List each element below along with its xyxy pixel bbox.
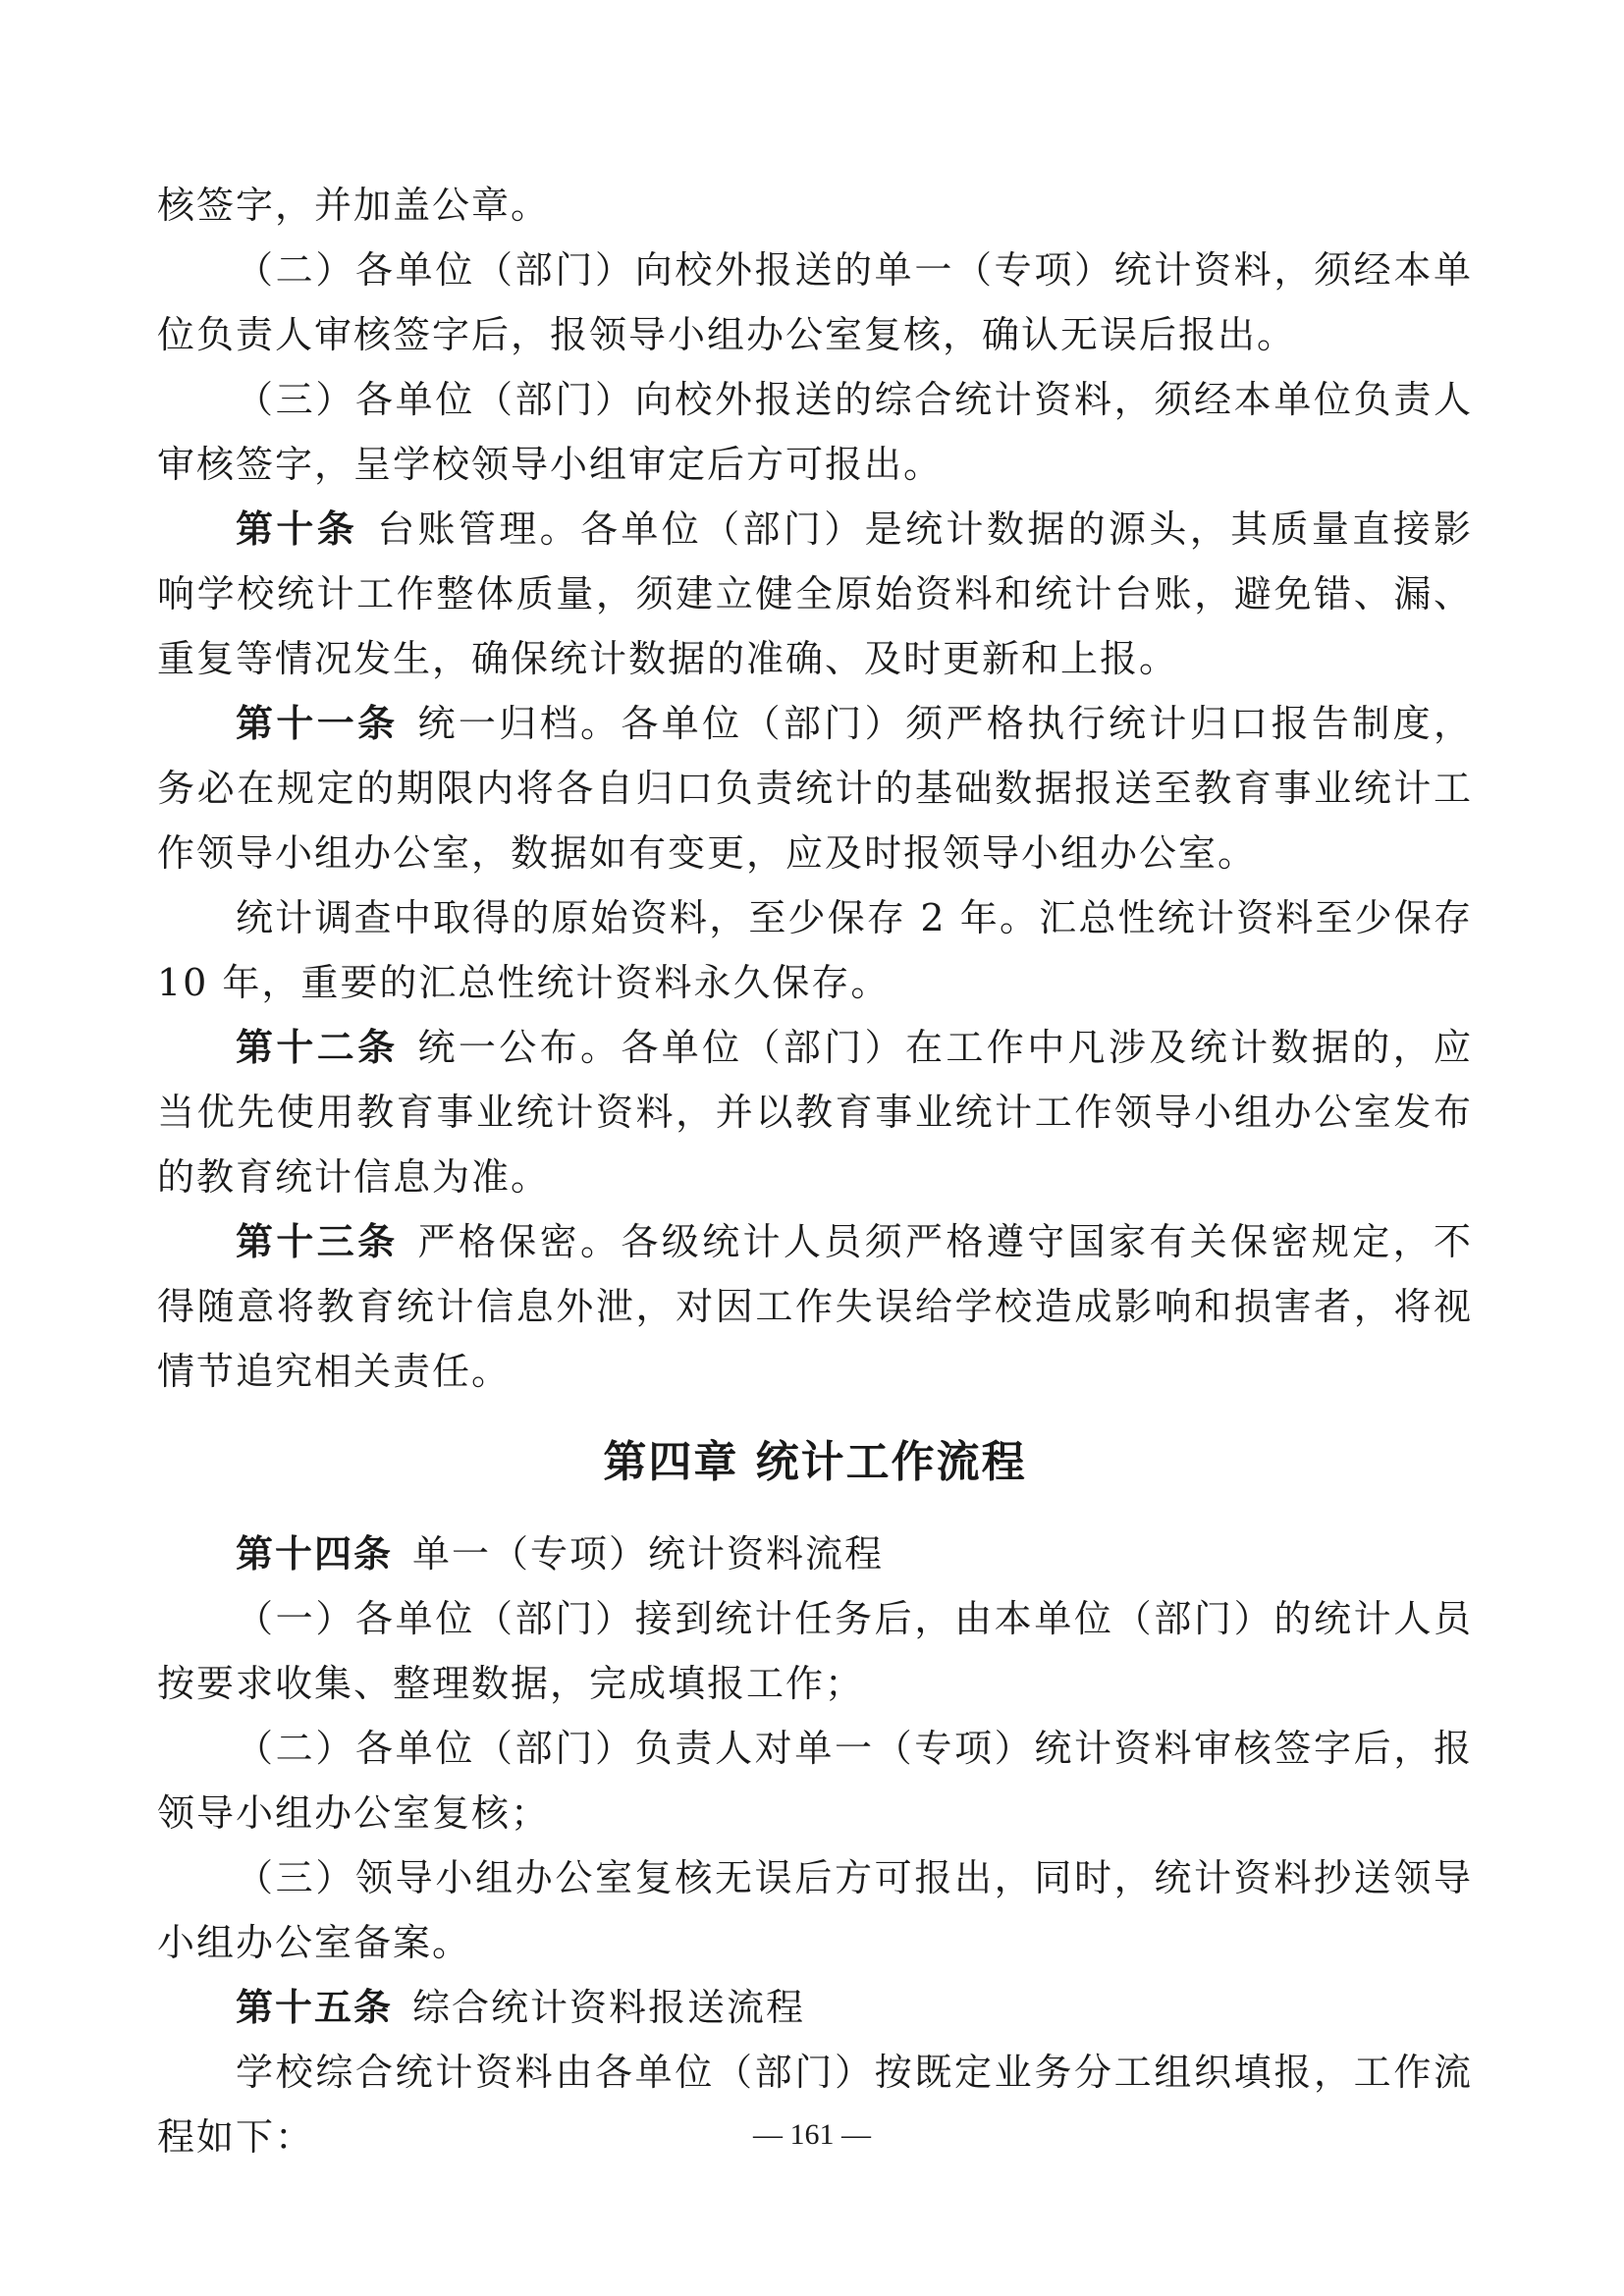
- article-number: 第十三条: [236, 1220, 399, 1263]
- article-15-paragraph: [157, 1975, 1473, 2040]
- paragraph-text: （一）各单位（部门）接到统计任务后，由本单位（部门）的统计人员按要求收集、整理数据，完成填报工作；: [157, 1597, 1473, 1705]
- clause-2-paragraph: [157, 238, 1473, 367]
- page-body: [157, 173, 1473, 2169]
- article-number: 第十一条: [236, 702, 399, 745]
- article-number: 第十五条: [236, 1986, 394, 2029]
- page-number: — 161 —: [753, 2118, 871, 2151]
- paragraph-text: （三）各单位（部门）向校外报送的综合统计资料，须经本单位负责人审核签字，呈学校领导小组审定后方可报出。: [157, 378, 1473, 486]
- article-12-paragraph: [157, 1015, 1473, 1209]
- article-number: 第十条: [236, 507, 358, 551]
- chapter-title: 第四章 统计工作流程: [603, 1437, 1027, 1487]
- paragraph-text: 单一（专项）统计资料流程: [412, 1532, 885, 1575]
- clause-3-paragraph: [157, 367, 1473, 497]
- step-1-paragraph: [157, 1586, 1473, 1716]
- paragraph-text: （二）各单位（部门）负责人对单一（专项）统计资料审核签字后，报领导小组办公室复核；: [157, 1727, 1473, 1835]
- paragraph-text: 综合统计资料报送流程: [412, 1986, 806, 2029]
- paragraph-text: 统计调查中取得的原始资料，至少保存 2 年。汇总性统计资料至少保存 10 年，重要的汇总性统计资料永久保存。: [157, 896, 1473, 1004]
- step-3-paragraph: [157, 1845, 1473, 1975]
- retention-paragraph: [157, 885, 1473, 1015]
- paragraph-text: 严格保密。各级统计人员须严格遵守国家有关保密规定，不得随意将教育统计信息外泄，对因工作失误给学校造成影响和损害者，将视情节追究相关责任。: [157, 1220, 1473, 1393]
- continuation-paragraph: [157, 173, 1473, 238]
- paragraph-text: 台账管理。各单位（部门）是统计数据的源头，其质量直接影响学校统计工作整体质量，须建立健全原始资料和统计台账，避免错、漏、重复等情况发生，确保统计数据的准确、及时更新和上报。: [157, 507, 1473, 680]
- article-number: 第十二条: [236, 1026, 399, 1069]
- paragraph-text: （二）各单位（部门）向校外报送的单一（专项）统计资料，须经本单位负责人审核签字后，报领导小组办公室复核，确认无误后报出。: [157, 248, 1473, 356]
- step-2-paragraph: [157, 1716, 1473, 1845]
- article-10-paragraph: [157, 497, 1473, 691]
- article-number: 第十四条: [236, 1532, 394, 1575]
- paragraph-text: 学校综合统计资料由各单位（部门）按既定业务分工组织填报，工作流程如下：: [157, 2051, 1473, 2159]
- paragraph-text: 统一公布。各单位（部门）在工作中凡涉及统计数据的，应当优先使用教育事业统计资料，并以教育事业统计工作领导小组办公室发布的教育统计信息为准。: [157, 1026, 1473, 1199]
- paragraph-text: （三）领导小组办公室复核无误后方可报出，同时，统计资料抄送领导小组办公室备案。: [157, 1856, 1473, 1964]
- paragraph-text: 核签字，并加盖公章。: [157, 184, 551, 227]
- paragraph-text: 统一归档。各单位（部门）须严格执行统计归口报告制度，务必在规定的期限内将各自归口负责统计的基础数据报送至教育事业统计工作领导小组办公室，数据如有变更，应及时报领导小组办公室。: [157, 702, 1473, 875]
- article-11-paragraph: [157, 691, 1473, 885]
- article-13-paragraph: [157, 1209, 1473, 1404]
- article-14-paragraph: [157, 1522, 1473, 1586]
